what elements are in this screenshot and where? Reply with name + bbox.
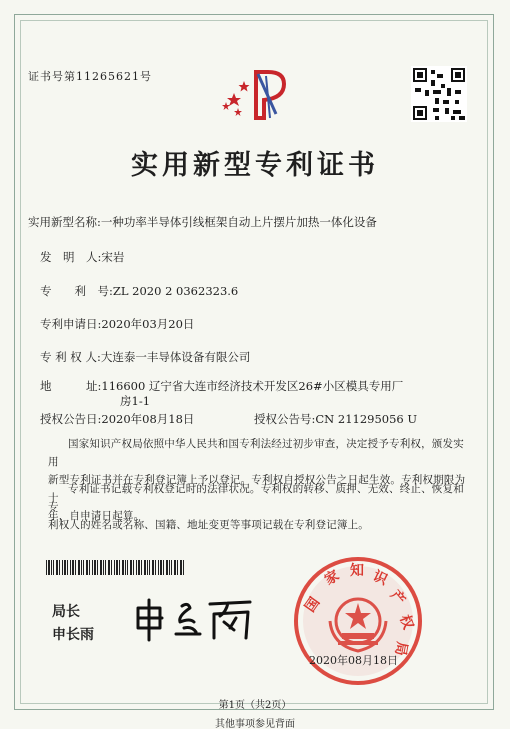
body-line: 新型专利证书并在专利登记簿上予以登记。专利权自授权公告之日起生效。专利权期限为十 (48, 474, 466, 504)
qr-code-icon (411, 66, 467, 122)
field-label: 专利申请日: (40, 317, 102, 331)
field-value: CN 211295056 U (315, 412, 418, 426)
body-paragraph-2 (48, 480, 466, 534)
svg-text:知: 知 (350, 563, 364, 579)
field-label: 授权公告号: (254, 412, 316, 426)
field-label: 专 利 权 人: (40, 350, 101, 364)
field-value: 一种功率半导体引线框架自动上片摆片加热一体化设备 (100, 215, 377, 229)
director-title: 局长 (52, 604, 80, 620)
field-label: 授权公告日: (40, 412, 102, 426)
field-grant-number (254, 411, 417, 427)
seal-date: 2020年08月18日 (309, 654, 398, 667)
page-number: 第1页（共2页） (218, 700, 292, 711)
field-patentee (40, 349, 250, 365)
field-inventor (40, 249, 124, 265)
field-address (40, 378, 403, 394)
svg-text:局: 局 (391, 640, 410, 657)
certificate-title: 实用新型专利证书 (131, 150, 379, 181)
field-value: 大连泰一丰导体设备有限公司 (100, 350, 251, 364)
handwritten-signature-icon (130, 598, 260, 642)
footer-note: 其他事项参见背面 (215, 719, 295, 729)
field-value: 2020年03月20日 (101, 317, 195, 331)
patent-office-emblem-icon (214, 64, 298, 124)
field-utility-model-name (28, 214, 377, 230)
body-line: 专利证书记载专利权登记时的法律状况。专利权的转移、质押、无效、终止、恢复和专 (48, 483, 464, 513)
field-label: 地 址: (40, 379, 102, 393)
svg-text:权: 权 (396, 612, 417, 632)
svg-text:家: 家 (322, 567, 343, 589)
svg-text:识: 识 (370, 568, 390, 589)
body-line: 国家知识产权局依照中华人民共和国专利法经过初步审查，决定授予专利权，颁发实用 (48, 438, 464, 468)
certificate-number: 证书号第11265621号 (28, 70, 152, 83)
body-line: 年，自申请日起算。 (48, 510, 145, 522)
body-line: 利权人的姓名或名称、国籍、地址变更等事项记载在专利登记簿上。 (48, 519, 369, 531)
field-address-line2: 房1-1 (120, 394, 151, 408)
svg-text:国: 国 (302, 594, 324, 616)
field-patent-number (40, 283, 238, 299)
field-label: 实用新型名称: (28, 215, 101, 229)
field-application-date (40, 316, 194, 332)
svg-text:产: 产 (386, 587, 409, 609)
field-value: 116600 辽宁省大连市经济技术开发区26#小区模具专用厂 (101, 379, 404, 393)
field-label: 专 利 号: (40, 284, 113, 298)
director-name: 申长雨 (52, 627, 94, 643)
barcode-icon (46, 560, 184, 575)
field-value: 2020年08月18日 (101, 412, 195, 426)
field-label: 发 明 人: (40, 250, 102, 264)
field-value: ZL 2020 2 0362323.6 (112, 284, 239, 298)
field-value: 宋岩 (101, 250, 125, 264)
field-grant-date (40, 411, 194, 427)
